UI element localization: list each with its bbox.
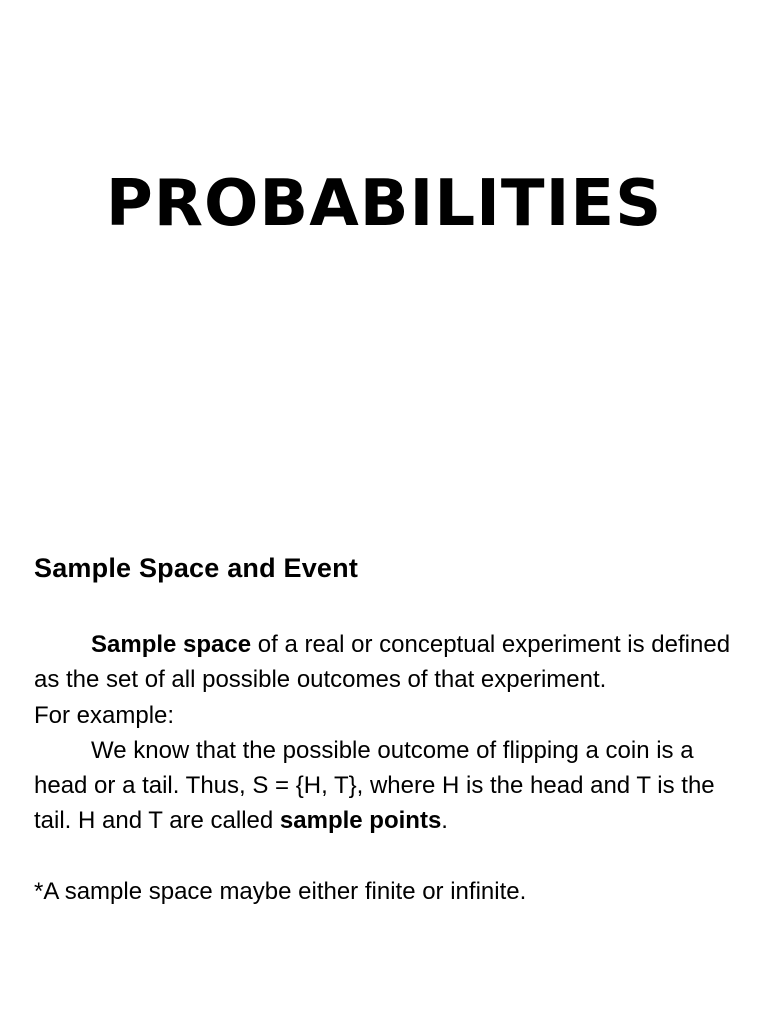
section-body (34, 627, 744, 909)
definition-paragraph (34, 627, 744, 698)
spacer (34, 839, 744, 874)
definition-term: Sample space (91, 631, 252, 658)
example-term: sample points (279, 807, 442, 835)
example-text: We know that the possible outcome of flipping a coin is a head or a tail. Thus, S = {H, T}, where H is the head and T is the tail. H and T are called (34, 736, 715, 835)
example-end: . (441, 807, 448, 835)
section-heading: Sample Space and Event (34, 553, 359, 583)
page-title: PROBABILITIES (105, 167, 663, 241)
definition-text: of a real or conceptual experiment is defined as the set of all possible outcomes of that experiment. (34, 631, 731, 694)
note-paragraph: *A sample space maybe either finite or infinite. (34, 878, 527, 906)
example-paragraph (34, 733, 744, 839)
example-label: For example: (34, 701, 175, 729)
